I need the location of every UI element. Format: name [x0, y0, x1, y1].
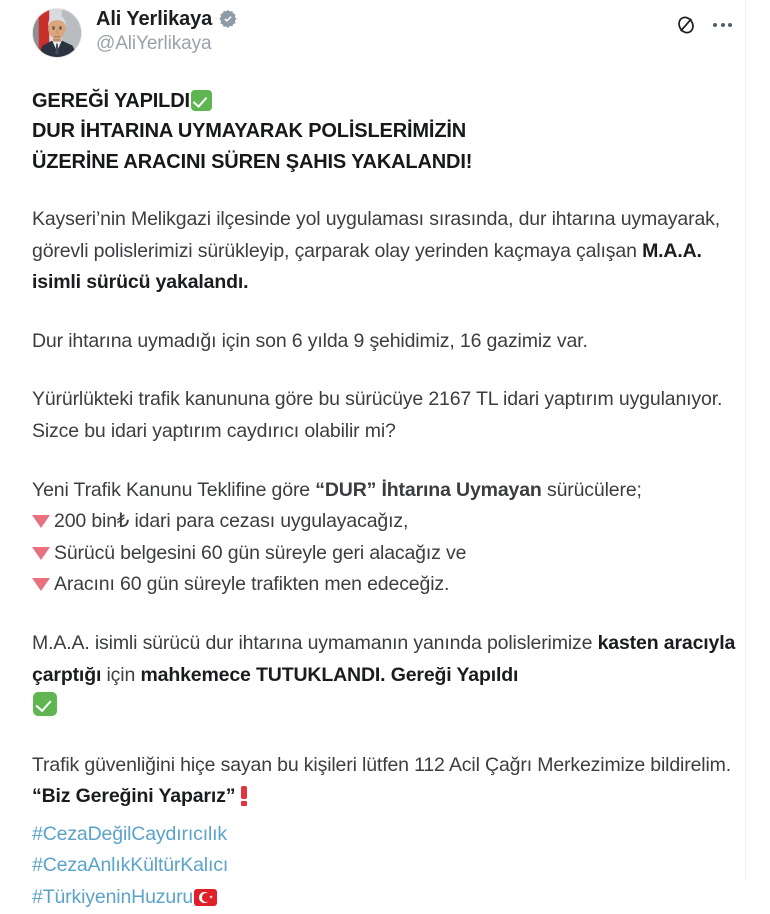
bullet-item-label: Sürücü belgesini 60 gün süreyle geri alacağız ve — [54, 541, 467, 564]
panel-right-edge — [745, 0, 746, 879]
hashtag-link[interactable]: #CezaAnlıkKültürKalıcı — [32, 854, 229, 877]
hashtag-list — [32, 819, 742, 914]
paragraph-1 — [32, 204, 742, 299]
tweet-header — [0, 0, 770, 58]
paragraph-4-part1: M.A.A. isimli sürücü dur ihtarına uymamanın yanında polislerimize — [32, 631, 598, 654]
headline-line-2: DUR İHTARINA UYMAYARAK POLİSLERİMİZİN — [32, 120, 467, 143]
proposal-bullets — [32, 506, 742, 601]
paragraph-5-part1: Trafik güvenliğini hiçe sayan bu kişileri lütfen 112 Acil Çağrı Merkezimize bildirelim. — [32, 753, 731, 776]
paragraph-1-text: Kayseri’nin Melikgazi ilçesinde yol uygulaması sırasında, dur ihtarına uymayarak, görevli polislerimizi sürükleyip, çarparak olay yerinden kaçmaya çalışan — [32, 208, 721, 262]
grok-icon[interactable] — [675, 14, 697, 36]
more-dot — [713, 23, 717, 27]
paragraph-3: Yürürlükteki trafik kanununa göre bu sürücüye 2167 TL idari yaptırım uygulanıyor. Sizce bu idari yaptırım caydırıcı olabilir mi? — [32, 388, 723, 443]
more-options-icon[interactable] — [713, 14, 732, 36]
bullet-item — [32, 538, 742, 570]
bullet-item-label: 200 bin₺ idari para cezası uygulayacağız, — [54, 510, 409, 533]
red-triangle-down-icon — [32, 547, 50, 560]
paragraph-4-bold-2: mahkemece TUTUKLANDI. Gereği Yapıldı — [140, 663, 519, 686]
bullet-item — [32, 506, 742, 538]
proposal-intro-part1: Yeni Trafik Kanunu Teklifine göre — [32, 478, 316, 501]
more-dot — [721, 23, 725, 27]
tweet-body — [0, 86, 770, 914]
header-actions — [675, 14, 732, 36]
red-triangle-down-icon — [32, 515, 50, 528]
verified-badge-icon[interactable] — [218, 9, 238, 29]
bullet-item — [32, 569, 742, 601]
avatar-image — [33, 9, 81, 57]
red-exclamation-mark-icon — [240, 786, 248, 806]
white-check-mark-icon — [191, 90, 212, 111]
bullet-item-label: Aracını 60 gün süreyle trafikten men edeceğiz. — [54, 573, 450, 596]
avatar[interactable] — [32, 8, 82, 58]
author-handle[interactable]: @AliYerlikaya — [96, 33, 212, 54]
turkish-flag-icon — [194, 889, 217, 906]
hashtag-link[interactable]: #CezaDeğilCaydırıcılık — [32, 822, 228, 845]
headline-line-3: ÜZERİNE ARACINI SÜREN ŞAHIS YAKALANDI! — [32, 150, 473, 173]
author-name-block — [96, 8, 238, 55]
tweet-headline — [32, 86, 742, 177]
proposal-intro-part2: sürücülere; — [541, 478, 642, 501]
paragraph-4 — [32, 628, 742, 723]
display-name-row — [96, 9, 238, 29]
hashtag-link-label: #TürkiyeninHuzuru — [32, 886, 194, 908]
paragraph-5-bold: “Biz Gereğini Yaparız” — [32, 785, 236, 808]
proposal-intro — [32, 475, 742, 507]
paragraph-5 — [32, 750, 742, 813]
red-triangle-down-icon — [32, 578, 50, 591]
display-name[interactable]: Ali Yerlikaya — [96, 8, 213, 30]
paragraph-4-part2: için — [101, 663, 141, 686]
more-dot — [728, 23, 732, 27]
paragraph-2: Dur ihtarına uymadığı için son 6 yılda 9 şehidimiz, 16 gazimiz var. — [32, 329, 588, 352]
headline-line-1 — [32, 86, 742, 116]
paragraph-1-bold: M.A.A. isimli sürücü yakalandı. — [32, 239, 702, 294]
paragraph-4-bold-1: kasten aracıyla çarptığı — [32, 631, 736, 686]
headline-line-1-text: GEREĞİ YAPILDI — [32, 90, 190, 112]
hashtag-link[interactable] — [32, 882, 742, 914]
proposal-intro-bold: “DUR” İhtarına Uymayan — [315, 478, 542, 501]
white-check-mark-icon — [33, 692, 57, 716]
